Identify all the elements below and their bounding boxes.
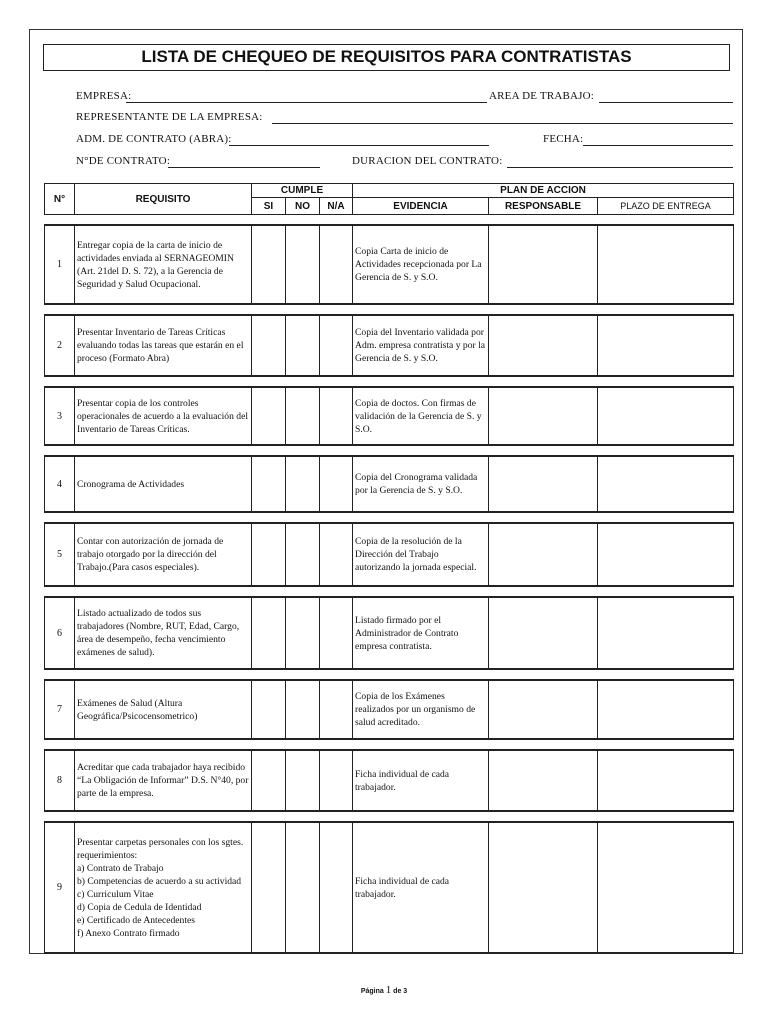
header-no: NO	[286, 198, 320, 215]
plazo-cell[interactable]	[598, 225, 734, 304]
header-cumple: CUMPLE	[252, 184, 353, 198]
na-cell[interactable]	[320, 315, 353, 376]
row-number: 9	[45, 822, 75, 953]
plazo-cell[interactable]	[598, 750, 734, 811]
adm-contrato-label: ADM. DE CONTRATO (ABRA):	[76, 133, 232, 145]
header-n: N°	[45, 184, 75, 215]
table-row	[45, 315, 734, 376]
requisito-line: c) Curriculum Vitae	[77, 888, 154, 900]
evidencia-cell: Copia del Cronograma validada por la Gerencia de S. y S.O.	[353, 456, 489, 512]
table-row	[45, 387, 734, 445]
requisito-cell: Cronograma de Actividades	[75, 456, 252, 512]
requisito-cell: Exámenes de Salud (Altura Geográfica/Psicocensometrico)	[75, 680, 252, 739]
header-responsable: RESPONSABLE	[489, 198, 598, 215]
plazo-cell[interactable]	[598, 387, 734, 445]
requisito-cell: Contar con autorización de jornada de trabajo otorgado por la dirección del Trabajo.(Para casos especiales).	[75, 523, 252, 586]
adm-contrato-line[interactable]	[229, 145, 489, 146]
duracion-label: DURACION DEL CONTRATO:	[352, 155, 503, 167]
plazo-cell[interactable]	[598, 680, 734, 739]
si-cell[interactable]	[252, 597, 286, 669]
table-row	[45, 680, 734, 739]
footer-pagina: Página	[360, 988, 384, 995]
si-cell[interactable]	[252, 387, 286, 445]
page-footer	[0, 984, 768, 996]
footer-total: de 3	[393, 988, 408, 995]
row-number: 8	[45, 750, 75, 811]
si-cell[interactable]	[252, 822, 286, 953]
row-number: 1	[45, 225, 75, 304]
footer-page-number: 1	[385, 984, 392, 996]
row-number: 7	[45, 680, 75, 739]
no-cell[interactable]	[286, 680, 320, 739]
representante-label: REPRESENTANTE DE LA EMPRESA:	[76, 111, 263, 123]
table-row	[45, 225, 734, 304]
area-line[interactable]	[599, 102, 733, 103]
no-cell[interactable]	[286, 456, 320, 512]
requisito-cell: Entregar copia de la carta de inicio de actividades enviada al SERNAGEOMIN (Art. 21del D. S. 72), a la Gerencia de Seguridad y Salud Ocupacional.	[75, 225, 252, 304]
si-cell[interactable]	[252, 680, 286, 739]
responsable-cell[interactable]	[489, 456, 598, 512]
plazo-cell[interactable]	[598, 315, 734, 376]
row-number: 6	[45, 597, 75, 669]
table-row	[45, 822, 734, 953]
header-na: N/A	[320, 198, 353, 215]
requisito-cell: Listado actualizado de todos sus trabajadores (Nombre, RUT, Edad, Cargo, área de desempeño, fecha vencimiento exámenes de salud).	[75, 597, 252, 669]
duracion-line[interactable]	[507, 167, 733, 168]
evidencia-cell: Copia de los Exámenes realizados por un organismo de salud acreditado.	[353, 680, 489, 739]
evidencia-cell: Ficha individual de cada trabajador.	[353, 750, 489, 811]
requisito-line: Presentar carpetas personales con los sgtes. requerimientos:	[77, 836, 244, 861]
responsable-cell[interactable]	[489, 822, 598, 953]
requisito-line: e) Certificado de Antecedentes	[77, 914, 196, 926]
no-cell[interactable]	[286, 597, 320, 669]
table-row	[45, 597, 734, 669]
requisito-line: a) Contrato de Trabajo	[77, 862, 164, 874]
header-plazo: PLAZO DE ENTREGA	[598, 198, 734, 215]
plazo-cell[interactable]	[598, 597, 734, 669]
area-label: AREA DE TRABAJO:	[489, 90, 595, 102]
row-number: 2	[45, 315, 75, 376]
responsable-cell[interactable]	[489, 387, 598, 445]
evidencia-cell: Copia del Inventario validada por Adm. empresa contratista y por la Gerencia de S. y S.O.	[353, 315, 489, 376]
header-si: SI	[252, 198, 286, 215]
na-cell[interactable]	[320, 387, 353, 445]
header-evidencia: EVIDENCIA	[353, 198, 489, 215]
evidencia-cell: Copia Carta de inicio de Actividades recepcionada por La Gerencia de S. y S.O.	[353, 225, 489, 304]
evidencia-cell: Copia de la resolución de la Dirección del Trabajo autorizando la jornada especial.	[353, 523, 489, 586]
evidencia-cell: Listado firmado por el Administrador de Contrato empresa contratista.	[353, 597, 489, 669]
na-cell[interactable]	[320, 456, 353, 512]
na-cell[interactable]	[320, 597, 353, 669]
table-row	[45, 750, 734, 811]
table-row	[45, 523, 734, 586]
empresa-line[interactable]	[126, 102, 487, 103]
n-contrato-line[interactable]	[168, 167, 320, 168]
no-cell[interactable]	[286, 523, 320, 586]
requisito-cell	[75, 822, 252, 953]
na-cell[interactable]	[320, 822, 353, 953]
table-row	[45, 456, 734, 512]
responsable-cell[interactable]	[489, 680, 598, 739]
row-number: 4	[45, 456, 75, 512]
si-cell[interactable]	[252, 225, 286, 304]
na-cell[interactable]	[320, 680, 353, 739]
fecha-label: FECHA:	[543, 133, 584, 145]
requisito-line: d) Copia de Cedula de Identidad	[77, 901, 202, 913]
fecha-line[interactable]	[583, 145, 733, 146]
responsable-cell[interactable]	[489, 225, 598, 304]
requisito-cell: Acreditar que cada trabajador haya recibido “La Obligación de Informar” D.S. N°40, por parte de la empresa.	[75, 750, 252, 811]
si-cell[interactable]	[252, 750, 286, 811]
no-cell[interactable]	[286, 315, 320, 376]
na-cell[interactable]	[320, 523, 353, 586]
si-cell[interactable]	[252, 315, 286, 376]
responsable-cell[interactable]	[489, 523, 598, 586]
empresa-label: EMPRESA:	[76, 90, 132, 102]
na-cell[interactable]	[320, 225, 353, 304]
requisito-cell: Presentar copia de los controles operacionales de acuerdo a la evaluación del Inventario de Tareas Críticas.	[75, 387, 252, 445]
representante-line[interactable]	[272, 123, 733, 124]
no-cell[interactable]	[286, 225, 320, 304]
no-cell[interactable]	[286, 387, 320, 445]
document-title: LISTA DE CHEQUEO DE REQUISITOS PARA CONTRATISTAS	[43, 44, 730, 71]
evidencia-cell: Copia de doctos. Con firmas de validación de la Gerencia de S. y S.O.	[353, 387, 489, 445]
plazo-cell[interactable]	[598, 523, 734, 586]
requisito-cell: Presentar Inventario de Tareas Críticas evaluando todas las tareas que estarán en el proceso (Formato Abra)	[75, 315, 252, 376]
header-plan-accion: PLAN DE ACCION	[353, 184, 734, 198]
checklist-table	[44, 183, 734, 954]
no-cell[interactable]	[286, 822, 320, 953]
responsable-cell[interactable]	[489, 750, 598, 811]
responsable-cell[interactable]	[489, 597, 598, 669]
no-cell[interactable]	[286, 750, 320, 811]
header-requisito: REQUISITO	[75, 184, 252, 215]
requisito-line: f) Anexo Contrato firmado	[77, 927, 180, 939]
responsable-cell[interactable]	[489, 315, 598, 376]
row-number: 5	[45, 523, 75, 586]
plazo-cell[interactable]	[598, 822, 734, 953]
n-contrato-label: N°DE CONTRATO:	[76, 155, 171, 167]
si-cell[interactable]	[252, 523, 286, 586]
evidencia-cell: Ficha individual de cada trabajador.	[353, 822, 489, 953]
na-cell[interactable]	[320, 750, 353, 811]
plazo-cell[interactable]	[598, 456, 734, 512]
si-cell[interactable]	[252, 456, 286, 512]
requisito-line: b) Competencias de acuerdo a su actividad	[77, 875, 242, 887]
row-number: 3	[45, 387, 75, 445]
